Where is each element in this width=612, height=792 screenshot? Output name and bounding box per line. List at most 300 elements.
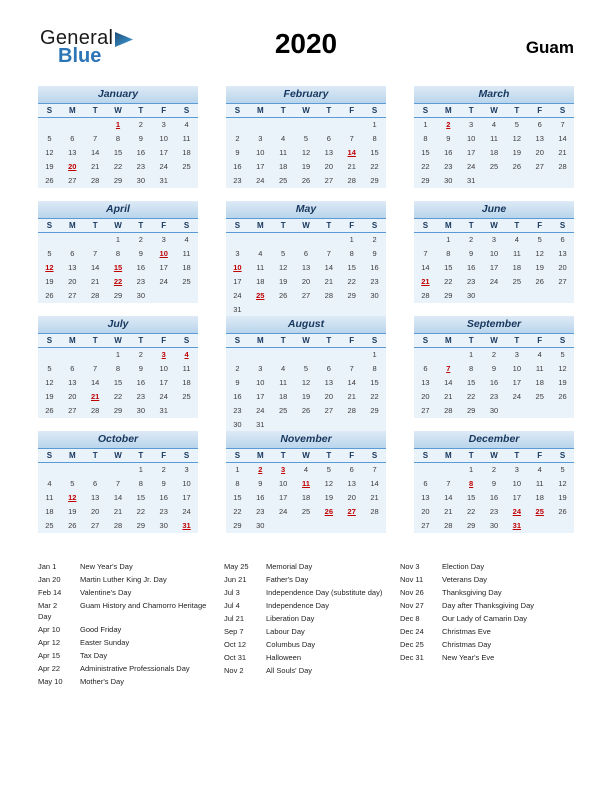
date-cell: 6 [93,479,98,488]
month-september [414,316,574,418]
date-cell: 28 [90,291,100,300]
weekday-header: T [468,451,474,460]
date-cell: 16 [136,263,146,272]
holiday-date: Apr 10 [38,624,61,634]
date-cell: 8 [235,479,240,488]
week-row [38,477,198,491]
empty-cell [84,348,107,362]
weekday-header: F [537,451,543,460]
holiday-name: Independence Day [266,601,329,610]
date-cell: 7 [423,249,428,258]
week-row [226,146,386,160]
week-row [38,348,198,362]
holiday-name: Good Friday [80,624,122,634]
date-cell: 2 [446,120,451,129]
date-cell: 22 [347,277,356,286]
date-cell: 21 [90,392,100,401]
date-cell: 10 [256,148,265,157]
date-cell: 20 [558,263,567,272]
date-cell: 30 [489,521,499,530]
date-cell: 25 [278,176,288,185]
date-cell: 5 [560,350,565,359]
date-cell: 18 [45,507,54,516]
holiday-date: Jan 20 [38,575,61,584]
date-cell: 26 [558,392,567,401]
date-cell: 18 [301,493,311,502]
date-cell: 26 [512,162,522,171]
holiday-name: All Souls' Day [266,666,313,675]
week-row [38,146,198,160]
date-cell: 16 [233,392,242,401]
holiday-entry [400,627,566,638]
date-cell: 15 [444,263,453,272]
date-cell: 7 [560,120,565,129]
date-cell: 31 [233,305,242,314]
date-cell: 3 [491,235,497,244]
date-cell: 15 [370,378,379,387]
holiday-entry [38,625,216,636]
date-cell: 25 [182,162,191,171]
date-cell: 18 [256,277,265,286]
holiday-entry [224,575,392,586]
date-cell: 6 [537,120,542,129]
month-title: November [226,431,386,448]
weekday-header: T [326,106,332,115]
date-cell: 30 [159,521,168,530]
date-cell: 14 [421,263,430,272]
date-cell: 5 [560,465,565,474]
date-cell: 28 [324,291,334,300]
date-cell: 3 [235,249,240,258]
weekday-header: F [537,221,543,230]
weekday-header: W [114,221,122,230]
holiday-date: Jan 1 [38,562,57,571]
holiday-name: Father's Day [266,575,309,584]
date-cell: 27 [90,521,100,530]
date-cell: 19 [278,277,288,286]
month-body [414,233,574,303]
weekday-header: T [468,221,474,230]
date-cell: 2 [372,235,377,244]
week-row [414,146,574,160]
empty-cell [437,463,460,477]
date-cell: 28 [347,176,356,185]
month-july [38,316,198,418]
date-cell: 8 [115,364,121,373]
date-cell: 12 [278,263,288,272]
holiday-date: Dec 25 [400,640,424,649]
empty-cell [226,348,249,362]
date-cell: 26 [45,291,54,300]
weekday-header: S [46,336,53,345]
date-cell: 19 [512,148,522,157]
weekday-header: W [490,336,498,345]
holiday-date: Apr 12 [38,637,61,647]
date-cell: 31 [182,521,191,530]
date-cell: 29 [370,406,379,415]
empty-cell [38,118,61,132]
weekday-header-row [226,103,386,118]
weekday-header: F [161,336,167,345]
weekday-header: W [114,451,122,460]
date-cell: 27 [68,176,77,185]
weekday-header: T [514,451,520,460]
week-row [414,348,574,362]
date-cell: 25 [512,277,522,286]
date-cell: 3 [161,120,166,129]
date-cell: 2 [161,465,166,474]
date-cell: 13 [347,479,356,488]
date-cell: 16 [136,148,146,157]
date-cell: 28 [113,521,123,530]
date-cell: 8 [469,364,474,373]
month-body [38,118,198,188]
weekday-header: S [422,336,429,345]
date-cell: 14 [347,378,356,387]
date-cell: 11 [535,479,544,488]
holiday-name: Easter Sunday [80,637,130,647]
weekday-header: F [161,221,167,230]
empty-cell [295,233,318,247]
weekday-header: S [46,106,53,115]
date-cell: 29 [347,291,356,300]
weekday-header: F [349,221,355,230]
holiday-date: Nov 11 [400,575,424,584]
date-cell: 23 [256,507,265,516]
weekday-header: S [46,221,53,230]
week-row [414,289,574,303]
week-row [226,390,386,404]
date-cell: 29 [370,176,379,185]
holiday-date: Jun 21 [224,575,247,584]
date-cell: 2 [469,235,474,244]
holiday-date: Oct 31 [224,653,247,662]
month-body [226,348,386,432]
date-cell: 20 [68,277,77,286]
date-cell: 19 [45,277,54,286]
date-cell: 11 [490,134,498,143]
date-cell: 30 [136,291,146,300]
date-cell: 19 [301,392,311,401]
date-cell: 8 [469,479,474,488]
date-cell: 6 [70,249,75,258]
week-row [38,275,198,289]
date-cell: 4 [281,364,286,373]
weekday-header: W [490,221,498,230]
date-cell: 21 [370,493,379,502]
date-cell: 5 [47,364,52,373]
weekday-header: S [371,106,378,115]
date-cell: 24 [233,291,242,300]
empty-cell [340,118,363,132]
empty-cell [175,404,198,418]
date-cell: 23 [233,406,242,415]
date-cell: 29 [136,521,146,530]
date-cell: 26 [558,507,567,516]
date-cell: 12 [558,364,567,373]
holiday-date: Dec 31 [400,653,424,662]
date-cell: 12 [324,479,334,488]
date-cell: 17 [256,392,265,401]
week-row [226,132,386,146]
date-cell: 29 [444,291,453,300]
week-row [414,505,574,519]
empty-cell [317,233,340,247]
date-cell: 11 [45,493,54,502]
date-cell: 20 [324,392,334,401]
date-cell: 30 [466,291,476,300]
date-cell: 26 [535,277,544,286]
empty-cell [483,174,506,188]
holiday-name: New Year's Day [80,562,133,571]
weekday-header: S [422,106,429,115]
week-row [226,519,386,533]
date-cell: 12 [535,249,544,258]
date-cell: 14 [370,479,379,488]
month-december [414,431,574,533]
date-cell: 23 [136,162,146,171]
weekday-header-row [226,448,386,463]
date-cell: 25 [301,507,311,516]
date-cell: 10 [466,134,476,143]
date-cell: 25 [278,406,288,415]
empty-cell [272,418,295,432]
holiday-entry [224,562,392,573]
weekday-header: M [256,451,264,460]
weekday-header: W [302,451,310,460]
week-row [414,261,574,275]
date-cell: 31 [256,420,265,429]
date-cell: 27 [347,507,356,516]
weekday-header: T [92,106,98,115]
date-cell: 13 [68,263,77,272]
date-cell: 2 [235,134,240,143]
date-cell: 24 [466,162,476,171]
date-cell: 14 [444,493,453,502]
weekday-header: S [183,336,190,345]
date-cell: 28 [421,291,430,300]
month-october [38,431,198,533]
date-cell: 14 [444,378,453,387]
empty-cell [175,174,198,188]
weekday-header-row [414,103,574,118]
date-cell: 4 [184,350,189,359]
holiday-name: Christmas Day [442,640,492,649]
date-cell: 21 [421,277,430,286]
date-cell: 28 [370,507,379,516]
date-cell: 9 [372,249,377,258]
date-cell: 22 [444,277,453,286]
date-cell: 22 [113,392,123,401]
date-cell: 26 [278,291,288,300]
date-cell: 8 [372,134,377,143]
empty-cell [272,348,295,362]
month-title: October [38,431,198,448]
weekday-header-row [38,218,198,233]
month-body [38,233,198,303]
date-cell: 19 [45,162,54,171]
empty-cell [84,233,107,247]
date-cell: 23 [489,392,499,401]
date-cell: 16 [466,263,476,272]
date-cell: 3 [281,465,286,474]
date-cell: 4 [258,249,263,258]
week-row [38,289,198,303]
date-cell: 30 [489,406,499,415]
weekday-header: S [371,451,378,460]
date-cell: 9 [469,249,474,258]
holiday-entry [38,562,216,573]
date-cell: 27 [68,406,77,415]
date-cell: 19 [45,392,54,401]
empty-cell [107,463,130,477]
date-cell: 2 [138,350,143,359]
weekday-header: T [280,221,286,230]
date-cell: 5 [70,479,75,488]
date-cell: 22 [233,507,242,516]
date-cell: 20 [535,148,544,157]
month-title: July [38,316,198,333]
month-body [38,348,198,418]
date-cell: 2 [491,465,497,474]
date-cell: 22 [136,507,146,516]
date-cell: 18 [489,148,499,157]
date-cell: 24 [159,392,168,401]
empty-cell [437,348,460,362]
date-cell: 15 [113,378,123,387]
date-cell: 3 [161,235,166,244]
date-cell: 16 [233,162,242,171]
date-cell: 9 [235,378,240,387]
empty-cell [505,289,528,303]
date-cell: 18 [512,263,522,272]
month-february [226,86,386,188]
week-row [226,303,386,317]
date-cell: 15 [466,493,476,502]
date-cell: 10 [159,249,168,258]
week-row [226,118,386,132]
months-grid [38,86,574,546]
date-cell: 12 [45,263,54,272]
date-cell: 17 [182,493,191,502]
holiday-entry [400,575,566,586]
date-cell: 27 [421,406,430,415]
date-cell: 23 [489,507,499,516]
month-body [414,463,574,533]
date-cell: 5 [537,235,542,244]
weekday-header: W [302,221,310,230]
date-cell: 17 [159,263,168,272]
week-row [414,132,574,146]
week-row [226,261,386,275]
date-cell: 1 [372,350,377,359]
date-cell: 1 [138,465,143,474]
weekday-header: S [559,336,566,345]
holiday-entry [224,653,392,664]
week-row [226,418,386,432]
date-cell: 9 [491,364,497,373]
date-cell: 12 [45,148,54,157]
holiday-name: Valentine's Day [80,588,132,597]
holiday-entry [224,666,392,677]
date-cell: 1 [372,120,377,129]
date-cell: 1 [349,235,354,244]
date-cell: 12 [301,148,311,157]
date-cell: 5 [326,465,331,474]
weekday-header: M [256,106,264,115]
weekday-header: W [114,336,122,345]
week-row [414,463,574,477]
weekday-header: M [256,336,264,345]
date-cell: 27 [301,291,311,300]
empty-cell [272,118,295,132]
weekday-header: M [444,221,452,230]
date-cell: 28 [347,406,356,415]
date-cell: 28 [444,406,453,415]
date-cell: 13 [324,378,334,387]
date-cell: 12 [68,493,77,502]
holiday-entry [400,640,566,651]
date-cell: 31 [466,176,476,185]
weekday-header: M [68,336,76,345]
weekday-header: T [280,451,286,460]
date-cell: 7 [446,479,451,488]
empty-cell [249,303,272,317]
date-cell: 26 [324,507,334,516]
month-june [414,201,574,303]
date-cell: 18 [535,378,544,387]
weekday-header: T [326,221,332,230]
date-cell: 7 [349,364,354,373]
date-cell: 20 [347,493,356,502]
date-cell: 25 [182,277,191,286]
weekday-header: S [422,451,429,460]
holiday-entry [400,562,566,573]
date-cell: 16 [159,493,168,502]
month-january [38,86,198,188]
date-cell: 21 [347,392,356,401]
week-row [414,491,574,505]
weekday-header: T [92,221,98,230]
date-cell: 26 [301,406,311,415]
month-august [226,316,386,432]
date-cell: 11 [512,249,521,258]
empty-cell [295,519,318,533]
weekday-header: S [183,221,190,230]
date-cell: 7 [115,479,121,488]
date-cell: 8 [446,249,451,258]
date-cell: 23 [233,176,242,185]
date-cell: 17 [159,148,168,157]
week-row [414,118,574,132]
date-cell: 4 [281,134,286,143]
weekday-header: S [183,106,190,115]
holiday-entry [38,651,216,662]
weekday-header: T [514,221,520,230]
holiday-entry [400,614,566,625]
month-may [226,201,386,317]
date-cell: 22 [466,507,476,516]
date-cell: 30 [233,420,242,429]
date-cell: 27 [558,277,567,286]
week-row [414,362,574,376]
date-cell: 18 [535,493,544,502]
date-cell: 16 [256,493,265,502]
date-cell: 1 [115,120,121,129]
empty-cell [505,404,528,418]
holiday-name: Veterans Day [442,575,488,584]
week-row [414,477,574,491]
